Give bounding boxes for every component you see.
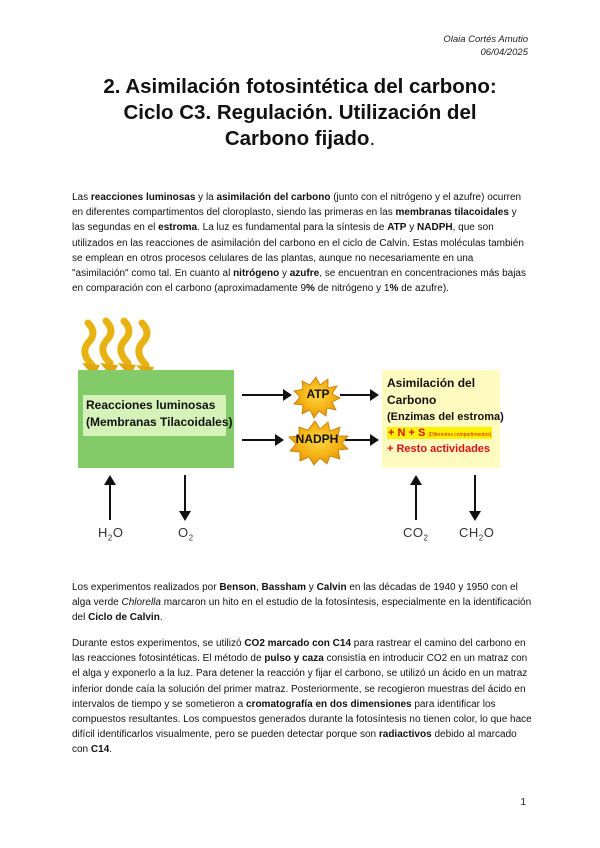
text-run: . bbox=[109, 744, 113, 756]
text-run: para rastrear el camino del carbono en las reacciones fotosintéticas. El método de bbox=[72, 638, 526, 665]
text-run: y la bbox=[195, 192, 217, 203]
arrow-to-atp bbox=[242, 389, 292, 401]
light-reactions-title: Reacciones luminosas bbox=[86, 398, 216, 412]
light-reactions-label bbox=[86, 397, 233, 431]
text-run: para identificar los compuestos resultantes. Los compuestos generados durante la fotosíntesis no tienen color, lo que hace difícil identificarlos visualmente, pero se pueden detectar porque son bbox=[72, 698, 532, 741]
paragraph-intro bbox=[72, 190, 532, 296]
text-run: de nitrógeno y 1 bbox=[314, 283, 390, 295]
bold-term: cromatografía en dos dimensiones bbox=[245, 698, 412, 710]
arrow-to-nadph bbox=[242, 434, 284, 446]
arrow-atp-to-carbon bbox=[340, 389, 379, 401]
photosynthesis-diagram bbox=[70, 315, 530, 555]
n-s-text: + N + S bbox=[388, 427, 426, 439]
text-run: debido al marcado con bbox=[72, 729, 517, 756]
ch2o-ch: CH bbox=[459, 525, 479, 540]
rest-activities-label: + Resto actividades bbox=[387, 443, 491, 455]
bold-term: % bbox=[306, 283, 315, 295]
text-run: (junto con el nitrógeno y el azufre) ocurren en diferentes compartimentos del cloroplasto, siendo las primeras en las bbox=[72, 192, 522, 219]
bold-term: azufre bbox=[289, 268, 320, 280]
text-run: y bbox=[279, 268, 290, 280]
title-line-1: 2. Asimilación fotosintética del carbono: bbox=[103, 75, 497, 98]
light-reactions-location: (Membranas Tilacoidales) bbox=[86, 415, 233, 429]
italic-term: Chlorella bbox=[121, 597, 161, 609]
bold-term: reacciones luminosas bbox=[90, 192, 196, 203]
arrow-h2o-up bbox=[104, 475, 116, 520]
h2o-label bbox=[98, 525, 123, 543]
arrow-co2-up bbox=[410, 475, 422, 520]
text-run: y bbox=[306, 582, 317, 593]
o2-sub: 2 bbox=[188, 533, 194, 543]
o2-o: O bbox=[178, 525, 189, 540]
bold-term: C14 bbox=[90, 744, 110, 756]
text-run: . bbox=[159, 612, 163, 624]
arrow-ch2o-down bbox=[469, 475, 481, 521]
text-run: Durante estos experimentos, se utilizó bbox=[72, 638, 245, 649]
text-run: y las segundas en el bbox=[72, 207, 517, 234]
bold-term: nitrógeno bbox=[233, 268, 280, 280]
arrow-o2-down bbox=[179, 475, 191, 521]
text-run: consistía en introducir CO2 en un matraz con el alga y exponerlo a la luz. Para detener la reacción y fijar el carbono, se utilizó un ácido en un matraz inferior donde caía la solución del primer matraz. Posteriormente, se recogieron muestras del ácido en intervalos de tiempo y se sometieron a bbox=[72, 653, 528, 710]
light-rays-icon bbox=[85, 321, 147, 365]
bold-term: Ciclo de Calvin bbox=[88, 612, 160, 624]
text-run: de azufre). bbox=[398, 283, 449, 295]
carbon-assimilation-title bbox=[387, 375, 475, 409]
compartments-note: (Diferentes compartimentos) bbox=[428, 432, 492, 438]
title-line-2: Ciclo C3. Regulación. Utilización del bbox=[123, 101, 477, 124]
text-run: , que son utilizados en las reacciones de asimilación del carbono en el ciclo de Calvin. Estas moléculas también se emplean en otros procesos celulares de las plantas, aunque no necesariamente en una "asimilación" como tal. En cuanto al bbox=[72, 222, 524, 280]
bold-term: asimilación del carbono bbox=[216, 192, 331, 203]
title-line-3 bbox=[40, 126, 560, 152]
carbon-title-line-2: Carbono bbox=[387, 393, 437, 407]
bold-term: pulso y caza bbox=[264, 653, 324, 665]
bold-term: estroma bbox=[158, 222, 198, 234]
ch2o-o: O bbox=[483, 525, 495, 540]
bold-term: NADPH bbox=[417, 222, 453, 234]
text-run: Las bbox=[72, 192, 91, 203]
bold-term: Benson bbox=[219, 582, 256, 593]
stroma-enzymes-label: (Enzimas del estroma) bbox=[387, 411, 504, 423]
arrow-nadph-to-carbon bbox=[345, 434, 379, 446]
bold-term: ATP bbox=[387, 222, 407, 234]
bold-term: CO2 marcado con C14 bbox=[244, 638, 352, 649]
ch2o-label bbox=[459, 525, 494, 543]
bold-term: Bassham bbox=[261, 582, 307, 593]
document-date: 06/04/2025 bbox=[480, 47, 528, 58]
text-run: , se encuentran en concentraciones más bajas en comparación con el carbono (aproximadamente 9 bbox=[72, 268, 526, 295]
author-header bbox=[443, 33, 528, 59]
text-run: en las décadas de 1940 y 1950 con el alga verde bbox=[72, 582, 518, 609]
co2-label bbox=[403, 525, 428, 543]
bold-term: Calvin bbox=[316, 582, 347, 593]
text-run: . La luz es fundamental para la síntesis de bbox=[197, 222, 388, 234]
text-run: , bbox=[255, 582, 262, 593]
h2o-sub: 2 bbox=[107, 533, 113, 543]
co2-sub: 2 bbox=[423, 533, 429, 543]
nadph-label: NADPH bbox=[295, 432, 339, 446]
paragraph-experiments bbox=[72, 580, 532, 626]
h2o-o: O bbox=[112, 525, 124, 540]
text-run: y bbox=[406, 222, 418, 234]
text-run: Los experimentos realizados por bbox=[72, 582, 220, 593]
atp-label: ATP bbox=[306, 387, 330, 401]
page-number: 1 bbox=[520, 797, 526, 808]
paragraph-methods bbox=[72, 636, 532, 758]
title-line-3-text: Carbono fijado bbox=[224, 127, 370, 150]
page-title bbox=[40, 74, 560, 152]
ch2o-sub: 2 bbox=[478, 533, 484, 543]
bold-term: % bbox=[389, 283, 399, 295]
author-name: Olaia Cortés Amutio bbox=[443, 34, 528, 45]
text-run: marcaron un hito en el estudio de la fotosíntesis, especialmente en la identificación del bbox=[72, 597, 532, 624]
bold-term: radiactivos bbox=[378, 729, 432, 741]
title-period: . bbox=[369, 127, 376, 150]
h2o-h: H bbox=[98, 525, 108, 540]
o2-label bbox=[178, 525, 194, 543]
co2-co: CO bbox=[403, 525, 424, 540]
bold-term: membranas tilacoidales bbox=[395, 207, 509, 219]
n-s-label bbox=[387, 427, 492, 439]
carbon-title-line-1: Asimilación del bbox=[387, 376, 476, 390]
